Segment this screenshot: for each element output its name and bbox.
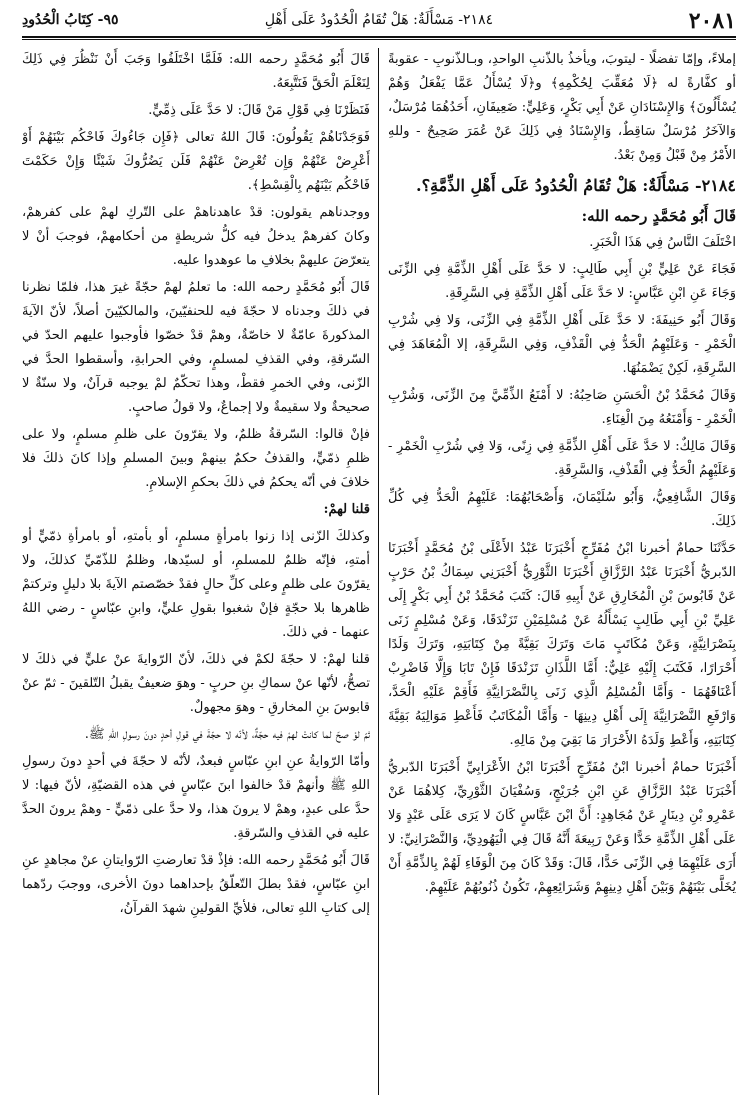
left-column — [22, 48, 370, 1095]
book-title: ٩٥- كِتَابُ الْحُدُودِ — [22, 12, 119, 28]
issue-heading: ٢١٨٤- مَسْأَلَةٌ: هَلْ تُقَامُ الْحُدُودُ عَلَى أَهْلِ الذِّمَّةِ؟. — [416, 176, 736, 195]
paragraph: فإنْ قالوا: السّرقةُ ظلمٌ، ولا يقرّونَ على ظلمِ مسلمٍ، ولا على ظلمِ ذمّيٍّ، والقذفُ حكمٌ بينهمْ وبينَ المسلمِ وإذا كانَ ذلكَ فلا خلافَ في أنّه يحكمُ في ذلكَ بحكمِ الإسلامِ. — [22, 427, 370, 490]
paragraph: قَالَ أَبُو مُحَمَّدٍ رحمه الله: فإذْ قدْ تعارضتِ الرّوايتانِ عنْ مجاهدٍ عنِ ابنِ عبّاسٍ، فقدْ بطلَ التّعلّقُ بإحداهما دونَ الأخرى، ووجبَ ردّهما إلى كتابِ اللهِ تعالى، فلأيِّ القولينِ شهدَ القرآنُ، — [22, 853, 370, 916]
right-column — [388, 48, 736, 1095]
paragraph: وَقَالَ أَبُو حَنِيفَةَ: لا حَدَّ عَلَى أَهْلِ الذِّمَّةِ فِي الزِّنَى، وَلا فِي شُرْبِ الْخَمْرِ - وَعَلَيْهِمُ الْحَدُّ فِي الْقَذْفِ، وَفِي السَّرِقَةِ، إلا الْمُعَاهَدَ فِي السَّرِقَةِ، لَكِنْ يَضْمَنُهَا. — [388, 313, 736, 376]
paragraph: قَالَ أَبُو مُحَمَّدٍ رحمه الله: فَلَمَّا اخْتَلَفُوا وَجَبَ أَنْ نَنْظُرَ فِي ذَلِكَ لِنَعْلَمَ الْحَقَّ فَنَتَّبِعَهُ. — [22, 52, 370, 91]
page-body — [22, 40, 736, 1095]
column-divider — [378, 48, 379, 1095]
paragraph: وَقَالَ مُحَمَّدُ بْنُ الْحَسَنِ صَاحِبُهُ: لا أَمْنَعُ الذِّمِّيَّ مِنَ الزِّنَى، وَشُرْبِ الْخَمْرِ - وَأَمْنَعُهُ مِنَ الْغِنَاءِ. — [388, 388, 736, 427]
paragraph: ووجدناهم يقولون: قدْ عاهدناهمْ على التّركِ لهمْ على كفرهمْ، وكانَ كفرهمْ يدخلُ فيه كلُّ شريطةٍ من أحكامهمْ، فوجبَ أنْ لا يتعرّضَ عليهمْ بخلافِ ما عوهدوا عليه. — [22, 205, 370, 268]
header-rule — [22, 36, 736, 38]
page-number: ٢٠٨١ — [688, 8, 736, 34]
paragraph: فَوَجَدْنَاهُمْ يَقُولُونَ: قَالَ اللهُ تعالى ﴿فَإِن جَاءُوكَ فَاحْكُم بَيْنَهُمْ أَوْ أَعْرِضْ عَنْهُمْ وَإِن تُعْرِضْ عَنْهُمْ فَلَن يَضُرُّوكَ شَيْئًا وَإِنْ حَكَمْتَ فَاحْكُم بَيْنَهُم بِالْقِسْطِ﴾. — [22, 130, 370, 193]
hadith-paragraph: أَخْبَرَنَا حمامٌ أخبرنا ابْنُ مُفَرِّجٍ أَخْبَرَنَا ابْنُ الأَعْرَابِيِّ أَخْبَرَنَا الدّبريُّ أَخْبَرَنَا عَبْدُ الرَّزَّاقِ عَنِ ابْنِ جُرَيْجٍ، وَسُفْيَانَ الثَّوْرِيِّ، كِلاهُمَا عَنْ عَمْرِو بْنِ دِينَارٍ عَنْ مُجَاهِدٍ: أَنَّ ابْنَ عَبَّاسٍ كَانَ لا يَرَى عَلَى عَبْدٍ وَلا عَلَى أَهْلِ الذِّمَّةِ حَدًّا وَعَنْ رَبِيعَةَ أَنَّهُ قَالَ فِي الْيَهُودِيِّ، وَالنَّصْرَانِيِّ: لا أَرَى عَلَيْهِمَا فِي الزِّنَى حَدًّا، قَالَ: وَقَدْ كَانَ مِنَ الْوَفَاءِ لَهُمْ بِالذِّمَّةِ أَنْ يُخَلَّى بَيْنَهُمْ وَبَيْنَ أَهْلِ دِينِهِمْ وَشَرَائِعِهِمْ، تَكُونُ ذُنُوبُهُمْ عَلَيْهِمْ. — [388, 760, 736, 895]
paragraph: اخْتَلَفَ النَّاسُ فِي هَذَا الْخَبَرِ. — [589, 235, 736, 250]
paragraph: وَقَالَ مَالِكٌ: لا حَدَّ عَلَى أَهْلِ الذِّمَّةِ فِي زِنًى، وَلا فِي شُرْبِ الْخَمْرِ - وَعَلَيْهِمُ الْحَدُّ فِي الْقَذْفِ، وَالسَّرِقَةِ. — [388, 439, 736, 478]
paragraph: وأمّا الرّوايةُ عنِ ابنِ عبّاسٍ فبعدٌ، لأنّه لا حجّةَ في أحدٍ دونَ رسولِ اللهِ ﷺ وأنهمْ قدْ خالفوا ابنَ عبّاسٍ في هذه القضيّةِ، لأنّ فيها: لا حدَّ على عبدٍ، وهمْ لا يرونَ هذا، ولا حدَّ على ذمّيٍّ - وهمْ يرونَ الحدَّ عليه في القذفِ والسّرقةِ. — [22, 754, 370, 841]
paragraph: فَجَاءَ عَنْ عَلِيٍّ بْنِ أَبِي طَالِبٍ: لا حَدَّ عَلَى أَهْلِ الذِّمَّةِ فِي الزِّنَى وَجَاءَ عَنِ ابْنِ عَبَّاسٍ: لا حَدَّ عَلَى أَهْلِ الذِّمَّةِ فِي السَّرِقَةِ. — [388, 262, 736, 301]
paragraph: قلنا لهمْ: — [323, 502, 370, 517]
paragraph: ثمّ لوْ صحّ لما كانتْ لهمْ فيه حجّةٌ، لأنّه لا حجّةَ في قولِ أحدٍ دونَ رسولِ اللهِ ﷺ. — [84, 727, 370, 742]
running-title: ٢١٨٤- مَسْأَلَةٌ: هَلْ تُقَامُ الْحُدُودُ عَلَى أَهْلِ — [264, 12, 494, 28]
paragraph: وكذلكَ الزّنى إذا زنوا بامرأةٍ مسلمٍ، أو بأمتهِ، أو بامرأةِ ذمّيٍّ أو أمتهِ، فإنّه ظلمٌ للمسلمِ، أو لسيّدها، وظلمٌ للذّمّيِّ كذلكَ، ولا يقرّونَ على ظلمٍ وعلى كلِّ حالٍ فقدْ خصّصتم الآيةَ بلا دليلٍ وتركتمْ ظاهرها بلا حجّةٍ فإنْ شغبوا بقولِ عليٍّ، وابنِ عبّاسٍ - رضي اللهُ عنهما - في ذلكَ. — [22, 529, 370, 640]
author-heading: قَالَ أَبُو مُحَمَّدٍ رحمه الله: — [581, 207, 736, 225]
hadith-paragraph: حَدَّثَنَا حمامٌ أخبرنا ابْنُ مُفَرِّجٍ أَخْبَرَنَا عَبْدُ الأَعْلَى بْنُ مُحَمَّدٍ أَخْبَرَنَا الدّبريُّ أَخْبَرَنَا عَبْدُ الرَّزَّاقِ أَخْبَرَنَا الثَّوْرِيُّ أَخْبَرَنِي سِمَاكُ بْنُ حَرْبٍ عَنْ قَابُوسَ بْنِ الْمُخَارِقِ عَنْ أَبِيهِ قَالَ: كَتَبَ مُحَمَّدُ بْنُ أَبِي بَكْرٍ إِلَى عَلِيِّ بْنِ أَبِي طَالِبٍ يَسْأَلُهُ عَنْ مُسْلِمَيْنِ تَزَنْدَقَا، وَعَنْ مُسْلِمٍ زَنَى بِنَصْرَانِيَّةٍ، وَعَنْ مُكَاتَبٍ مَاتَ وَتَرَكَ بَقِيَّةً مِنْ كِتَابَتِهِ، وَتَرَكَ وَلَدًا أَحْرَارًا، فَكَتَبَ إِلَيْهِ عَلِيٌّ: أَمَّا اللَّذَانِ تَزَنْدَقَا فَإِنْ تَابَا وَإِلَّا فَاضْرِبْ أَعْنَاقَهُمَا - وَأَمَّا الْمُسْلِمُ الَّذِي زَنَى بِالنَّصْرَانِيَّةِ فَأَقِمْ عَلَيْهِ الْحَدَّ، وَارْفَعِ النَّصْرَانِيَّةَ إِلَى أَهْلِ دِينِهَا - وَأَمَّا الْمُكَاتَبُ فَأَعْطِ مَوَالِيَهُ بَقِيَّةَ كِتَابَتِهِ، وَأَعْطِ وَلَدَهُ الأَحْرَارَ مَا بَقِيَ مِنْ مَالِهِ. — [388, 541, 736, 748]
paragraph: قلنا لهمْ: لا حجّةَ لكمْ في ذلكَ، لأنّ الرّوايةَ عنْ عليٍّ في ذلكَ لا تصحُّ، لأنّها عنْ سماكِ بنِ حربٍ - وهوَ ضعيفٌ يقبلُ التّلقينَ - ثمّ عنْ قابوسَ بنِ المخارقِ - وهوَ مجهولٌ. — [22, 652, 370, 715]
paragraph: فَنَظَرْنَا فِي قَوْلِ مَنْ قَالَ: لا حَدَّ عَلَى ذِمِّيٍّ. — [148, 103, 370, 118]
paragraph: قَالَ أَبُو مُحَمَّدٍ رحمه الله: ما تعلمُ لهمْ حجّةً غيرَ هذا، فلمّا نظرنا في ذلكَ وجدناه لا حجّةَ فيه للحنفيّينَ، والمالكيّينَ أصلاً، لأنّ الآيةَ المذكورةَ عامّةٌ لا خاصّةٌ، وهمْ قدْ خصّوا فأوجبوا عليهم الحدّ في السّرقةِ، وفي القذفِ لمسلمٍ، وفي الحرابةِ، وأسقطوا الحدَّ في الزّنى، وفي الخمرِ فقطْ، وهذا تحكّمٌ لمْ يوجبه قرآنٌ، ولا سنّةٌ لا صحيحةٌ ولا سقيمةٌ ولا إجماعٌ، ولا قولُ صاحبٍ. — [22, 280, 370, 415]
page-header — [22, 0, 736, 40]
paragraph: وَقَالَ الشَّافِعِيُّ، وَأَبُو سُلَيْمَانَ، وَأَصْحَابُهُمَا: عَلَيْهِمُ الْحَدُّ فِي كُلِّ ذَلِكَ. — [388, 490, 736, 529]
paragraph: إملاءً، وإمّا تفضلًا - ليتوبَ، ويأخذُ بالذّنبِ الواحدِ، وبـالذّنوبِ - عقوبةً أو كفَّارةً له ﴿لَا مُعَقِّبَ لِحُكْمِهِ﴾ و﴿لَا يُسْأَلُ عَمَّا يَفْعَلُ وَهُمْ يُسْأَلُونَ﴾ وَالإِسْنَادَانِ عَنْ أَبِي بَكْرٍ، وَعَلِيٍّ: ضَعِيفَانِ، أَحَدُهُمَا مُرْسَلٌ، وَالآخَرُ مُرْسَلٌ سَاقِطٌ، وَالإِسْنَادُ فِي ذَلِكَ عَنْ عُمَرَ صَحِيحٌ - وللهِ الأَمْرُ مِنْ قَبْلُ وَمِنْ بَعْدُ. — [388, 52, 736, 163]
